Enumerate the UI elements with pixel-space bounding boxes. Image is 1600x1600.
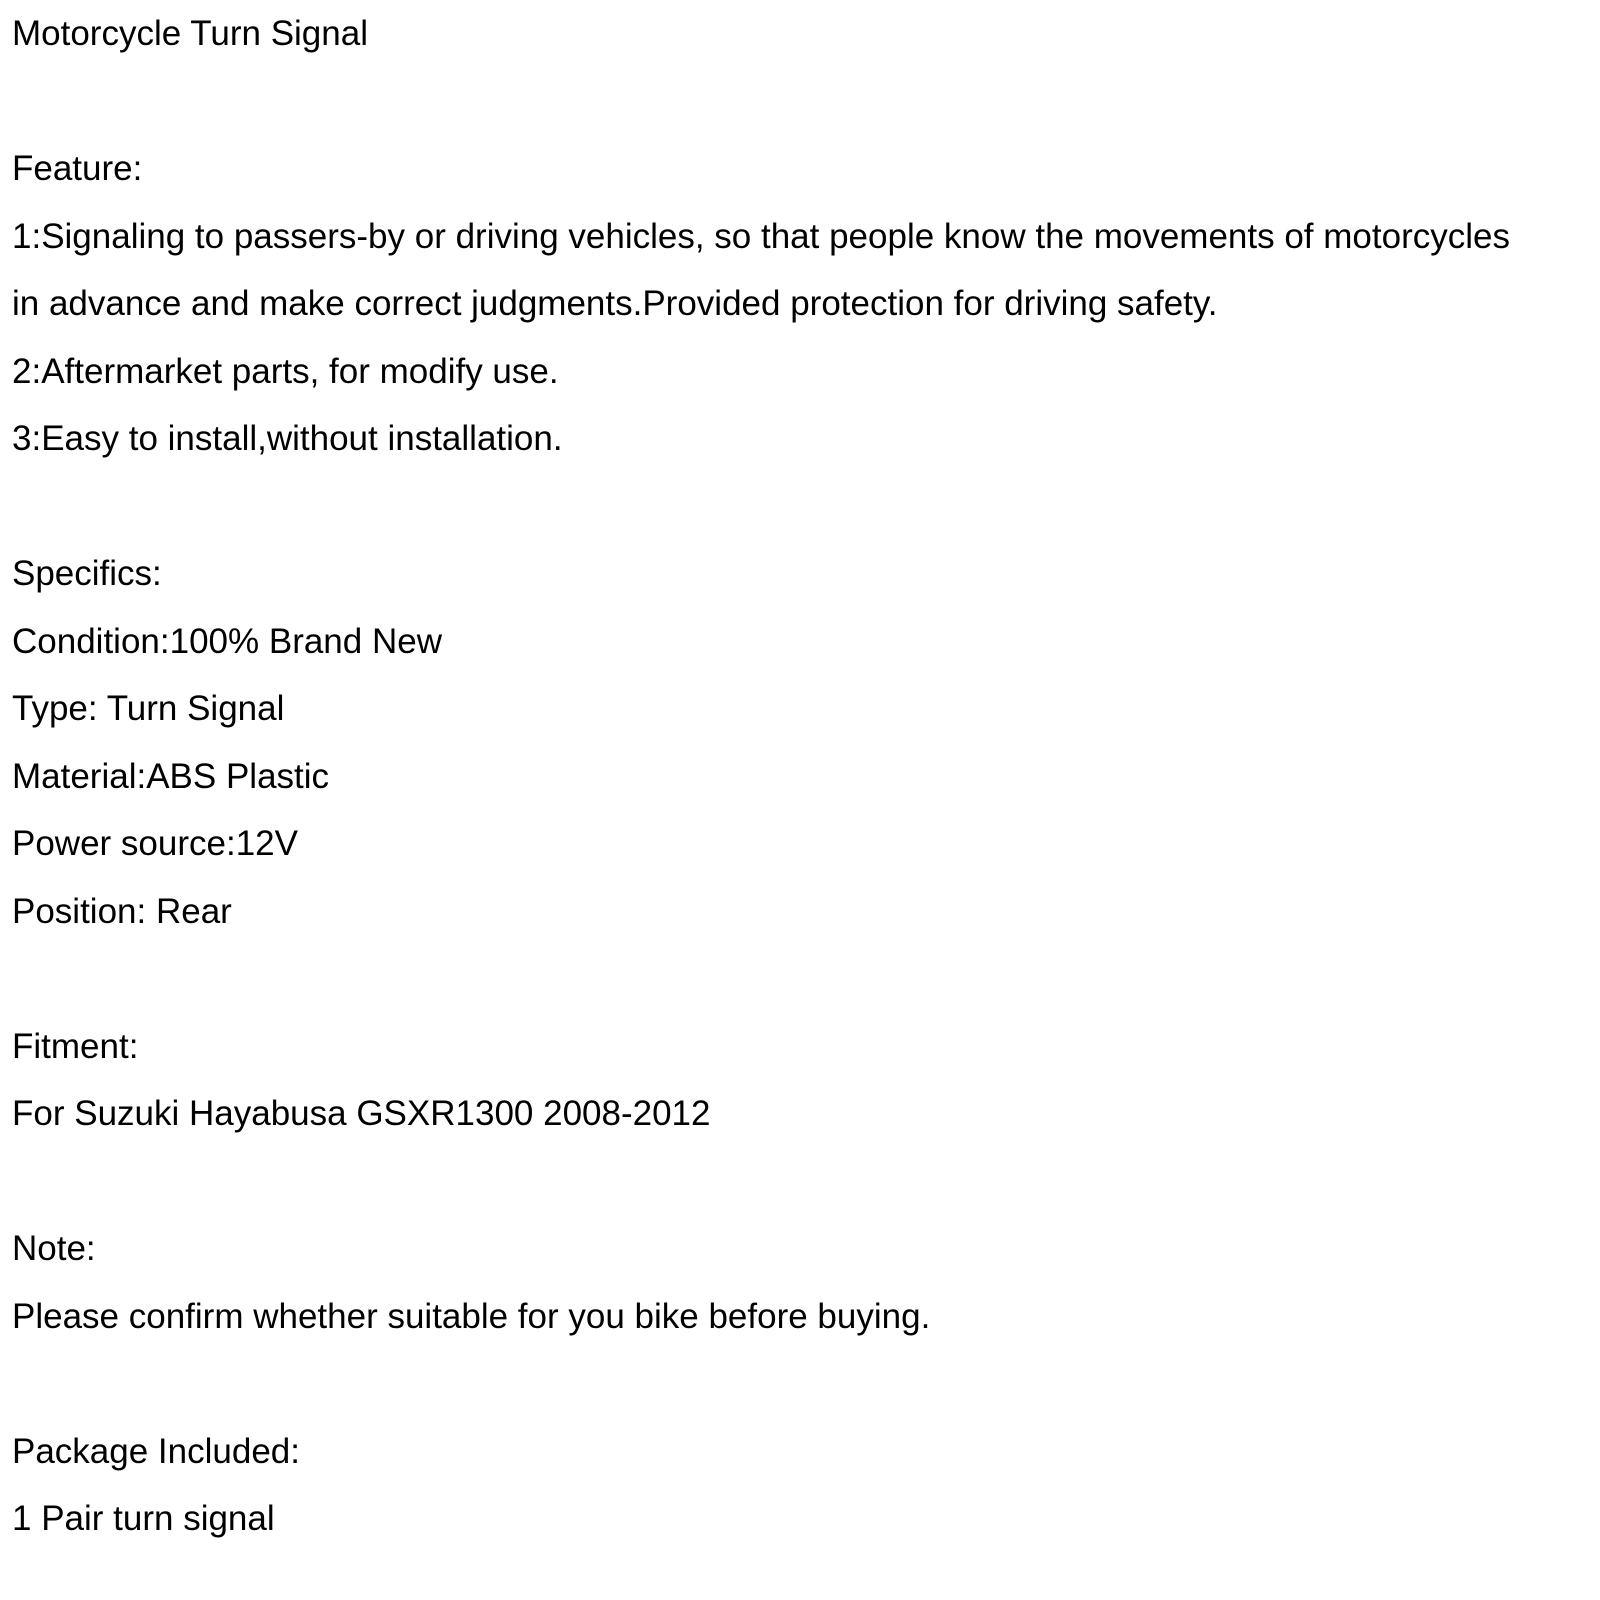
specifics-heading: Specifics: bbox=[12, 554, 162, 593]
feature-line: in advance and make correct judgments.Provided protection for driving safety. bbox=[12, 284, 1218, 323]
spec-power-source: Power source:12V bbox=[12, 824, 298, 863]
fitment-heading: Fitment: bbox=[12, 1026, 139, 1066]
package-section bbox=[12, 1418, 1592, 1553]
feature-heading: Feature: bbox=[12, 149, 143, 188]
spacer bbox=[12, 1148, 1592, 1216]
product-description bbox=[12, 0, 1592, 1553]
feature-line: 1:Signaling to passers-by or driving vehicles, so that people know the movements of motorcycles bbox=[12, 216, 1510, 256]
document-title: Motorcycle Turn Signal bbox=[12, 14, 368, 53]
spec-condition: Condition:100% Brand New bbox=[12, 621, 442, 661]
package-line: 1 Pair turn signal bbox=[12, 1499, 275, 1538]
feature-line: 2:Aftermarket parts, for modify use. bbox=[12, 351, 559, 391]
spec-type: Type: Turn Signal bbox=[12, 689, 285, 728]
spacer bbox=[12, 1350, 1592, 1418]
spacer bbox=[12, 945, 1592, 1013]
note-heading: Note: bbox=[12, 1229, 96, 1268]
note-section bbox=[12, 1215, 1592, 1350]
spacer bbox=[12, 68, 1592, 136]
feature-line: 3:Easy to install,without installation. bbox=[12, 419, 563, 458]
feature-section bbox=[12, 135, 1592, 473]
fitment-section bbox=[12, 1013, 1592, 1148]
spec-position: Position: Rear bbox=[12, 891, 232, 931]
specifics-section bbox=[12, 540, 1592, 945]
fitment-line: For Suzuki Hayabusa GSXR1300 2008-2012 bbox=[12, 1094, 711, 1133]
note-line: Please confirm whether suitable for you bike before buying. bbox=[12, 1296, 931, 1336]
package-heading: Package Included: bbox=[12, 1431, 300, 1471]
spec-material: Material:ABS Plastic bbox=[12, 756, 330, 796]
spacer bbox=[12, 473, 1592, 541]
